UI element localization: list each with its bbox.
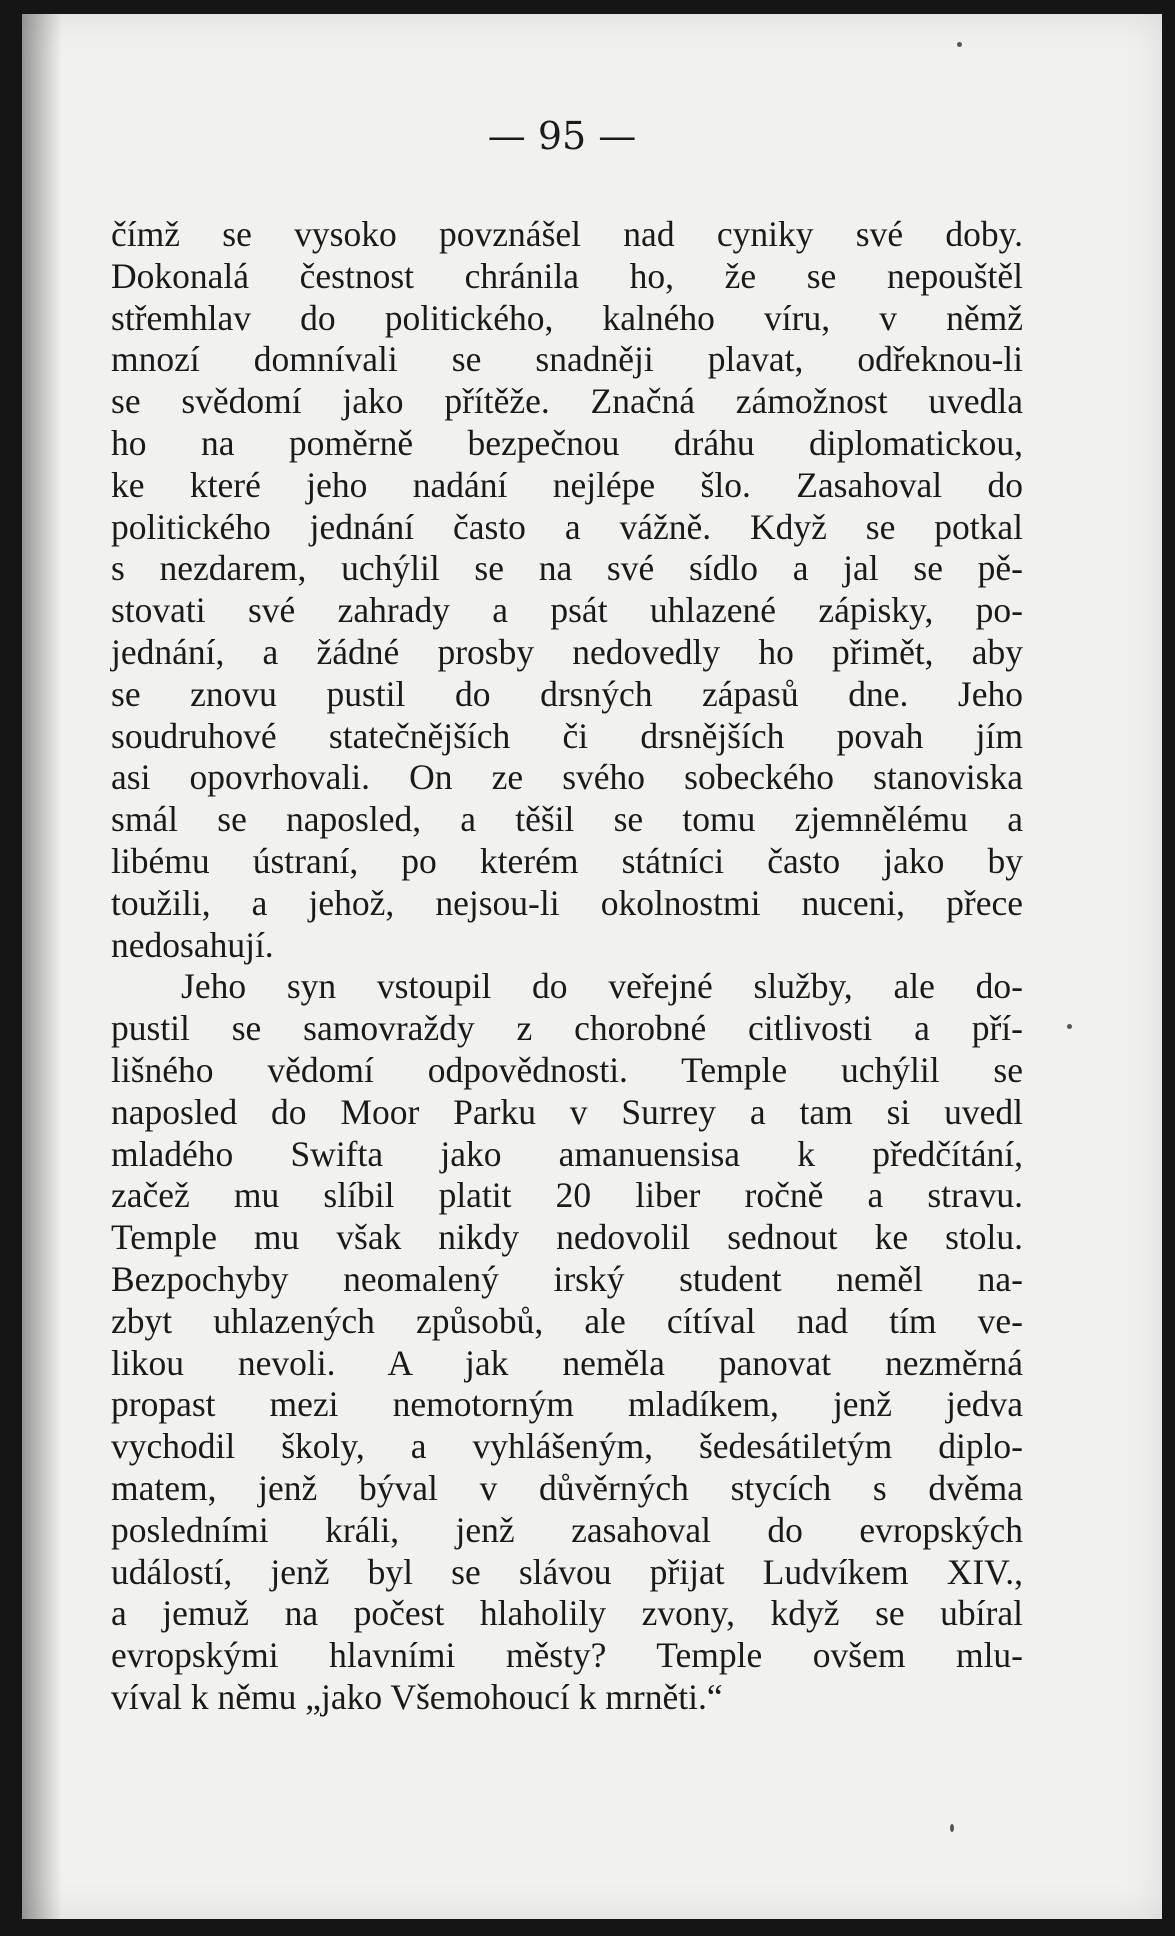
text-line: Bezpochyby neomalený irský student neměl na-	[111, 1258, 1023, 1299]
text-line: mladého Swifta jako amanuensisa k předčítání,	[111, 1133, 1023, 1174]
text-line: libému ústraní, po kterém státníci často jako by	[111, 840, 1023, 881]
text-line: Dokonalá čestnost chránila ho, že se nepouštěl	[111, 255, 1023, 296]
text-line: lišného vědomí odpovědnosti. Temple uchýlil se	[111, 1049, 1023, 1090]
text-line: začež mu slíbil platit 20 liber ročně a stravu.	[111, 1175, 1023, 1216]
text-line: politického jednání často a vážně. Když se potkal	[111, 506, 1023, 547]
scan-speck	[950, 1824, 954, 1832]
text-line: čímž se vysoko povznášel nad cyniky své doby.	[111, 214, 1023, 254]
scan-speck	[957, 42, 962, 47]
text-line: evropskými hlavními městy? Temple ovšem mlu-	[111, 1635, 1023, 1676]
text-line: vychodil školy, a vyhlášeným, šedesátiletým diplo-	[111, 1426, 1023, 1467]
text-line: se znovu pustil do drsných zápasů dne. Jeho	[111, 673, 1023, 714]
scan-speck	[1067, 1024, 1072, 1029]
text-line: posledními králi, jenž zasahoval do evropských	[111, 1509, 1023, 1550]
text-line: Temple mu však nikdy nedovolil sednout ke stolu.	[111, 1217, 1023, 1258]
text-line: víval k němu „jako Všemohoucí k mrněti.“	[111, 1676, 723, 1717]
text-line: ke které jeho nadání nejlépe šlo. Zasahoval do	[111, 464, 1023, 505]
text-line: zbyt uhlazených způsobů, ale cítíval nad tím ve-	[111, 1300, 1023, 1341]
text-line: smál se naposled, a těšil se tomu zjemnělému a	[111, 799, 1023, 840]
text-line: propast mezi nemotorným mladíkem, jenž jedva	[111, 1384, 1023, 1425]
paragraph	[111, 966, 1023, 1718]
text-line: nedosahují.	[111, 924, 274, 965]
text-line: toužili, a jehož, nejsou-li okolnostmi nuceni, přece	[111, 882, 1023, 923]
text-line: likou nevoli. A jak neměla panovat nezměrná	[111, 1342, 1023, 1383]
body-text	[111, 214, 1023, 1719]
page-number: — 95 —	[487, 114, 637, 158]
text-line: Jeho syn vstoupil do veřejné služby, ale do-	[181, 966, 1023, 1007]
text-line: a jemuž na počest hlaholily zvony, když se ubíral	[111, 1593, 1023, 1634]
binding-shadow	[22, 14, 62, 1919]
text-line: pustil se samovraždy z chorobné citlivosti a pří-	[111, 1008, 1023, 1049]
text-line: střemhlav do politického, kalného víru, v němž	[111, 297, 1023, 338]
text-line: stovati své zahrady a psát uhlazené zápisky, po-	[111, 590, 1023, 631]
text-line: matem, jenž býval v důvěrných stycích s dvěma	[111, 1467, 1023, 1508]
text-line: naposled do Moor Parku v Surrey a tam si uvedl	[111, 1091, 1023, 1132]
text-line: událostí, jenž byl se slávou přijat Ludvíkem XIV.,	[111, 1551, 1023, 1592]
text-line: jednání, a žádné prosby nedovedly ho přimět, aby	[111, 631, 1023, 672]
text-line: se svědomí jako přítěže. Značná zámožnost uvedla	[111, 381, 1023, 422]
text-line: s nezdarem, uchýlil se na své sídlo a jal se pě-	[111, 548, 1023, 589]
book-page	[22, 14, 1162, 1919]
paragraph	[111, 214, 1023, 966]
text-line: asi opovrhovali. On ze svého sobeckého stanoviska	[111, 757, 1023, 798]
text-line: mnozí domnívali se snadněji plavat, odřeknou-li	[111, 339, 1023, 380]
text-line: soudruhové statečnějších či drsnějších povah jím	[111, 715, 1023, 756]
text-line: ho na poměrně bezpečnou dráhu diplomatickou,	[111, 422, 1023, 463]
